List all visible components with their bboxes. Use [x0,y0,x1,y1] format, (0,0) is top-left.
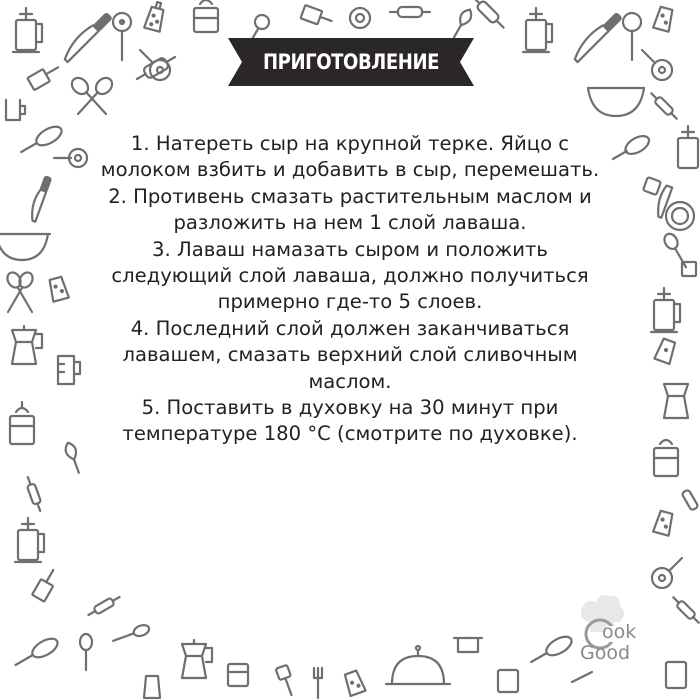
instruction-step-1: 1. Натереть сыр на крупной терке. Яйцо с молоком взбить и добавить в сыр, перемешать. [100,132,600,182]
spatula-icon [276,665,298,697]
logo-text-top: ook [602,621,637,643]
grater-icon [653,6,674,31]
chef-knife-icon [28,176,51,222]
french-press-icon [523,8,552,52]
french-press-icon [678,126,698,168]
grater-icon [144,676,160,698]
cleaver-icon [27,62,62,90]
instruction-step-2: 2. Противень смазать растительным маслом и разложить на нем 1 слой лаваша. [108,184,592,235]
coffee-grinder-icon [498,670,518,692]
page-title: ПРИГОТОВЛЕНИЕ [262,50,440,74]
french-press-icon [13,8,42,52]
spoon-fork-icon [69,75,116,114]
pot-icon [454,638,482,652]
mixing-bowl-icon [588,88,644,116]
whisk-icon [609,132,652,165]
plate-icon [350,8,370,28]
rolling-pin-icon [469,0,507,31]
cleaver-icon [301,5,334,28]
instruction-step-3: 3. Лаваш намазать сыром и положить следующий слой лаваша, должно получиться примерно где-то 5 слоев. [111,237,589,314]
grater-icon [343,670,366,696]
spoon-fork-icon [314,668,322,698]
coffee-grinder-icon [228,664,248,686]
spoon-fork-icon [662,231,691,270]
moka-pot-icon [182,640,212,678]
pizza-cutter-icon [54,149,87,167]
french-press-icon [15,518,44,562]
coffee-grinder-icon [654,440,678,476]
instruction-step-4: 4. Последний слой должен заканчиваться лавашем, смазать верхний слой сливочным маслом. [122,316,578,393]
rolling-pin-icon [648,90,679,121]
spoon-fork-icon [572,672,592,682]
coffee-grinder-icon [194,0,218,32]
whisk-icon [450,7,475,40]
cloche-icon [386,646,450,684]
rolling-pin-icon [682,489,699,510]
chef-knife-icon [60,11,111,62]
pizza-cutter-icon [113,13,131,60]
grater-icon [144,0,167,31]
cleaver-icon [32,567,60,602]
coffee-grinder-icon [10,402,34,444]
rolling-pin-icon [24,476,44,513]
cookgood-logo [572,592,682,672]
grater-icon [643,177,661,195]
grater-icon [48,276,69,301]
measuring-cup-icon [58,356,80,384]
moka-pot-icon [664,384,688,418]
whisk-icon [63,441,83,474]
pizza-cutter-icon [652,558,682,588]
whisk-icon [528,633,575,668]
pizza-cutter-icon [623,13,641,60]
logo-text-bottom: Good [580,642,631,664]
moka-pot-icon [12,326,42,364]
plate-icon [666,202,694,230]
grater-icon [654,338,677,364]
measuring-cup-icon [6,100,25,120]
rolling-pin-icon [390,7,430,17]
grater-icon [653,510,674,535]
spoon-fork-icon [5,270,35,312]
chef-knife-icon [654,185,672,218]
instruction-step-5: 5. Поставить в духовку на 30 минут при температуре 180 °С (смотрите по духовке). [122,396,578,446]
mixing-bowl-icon [0,234,50,260]
instruction-list [90,131,610,448]
whisk-icon [12,635,61,671]
pizza-cutter-icon [642,50,672,80]
title-banner [228,38,474,86]
rolling-pin-icon [86,594,121,619]
spoon-fork-icon [111,623,150,645]
chef-knife-icon [570,11,621,62]
whisk-icon [18,123,65,158]
french-press-icon [651,288,680,332]
spoon-fork-icon [80,634,92,670]
